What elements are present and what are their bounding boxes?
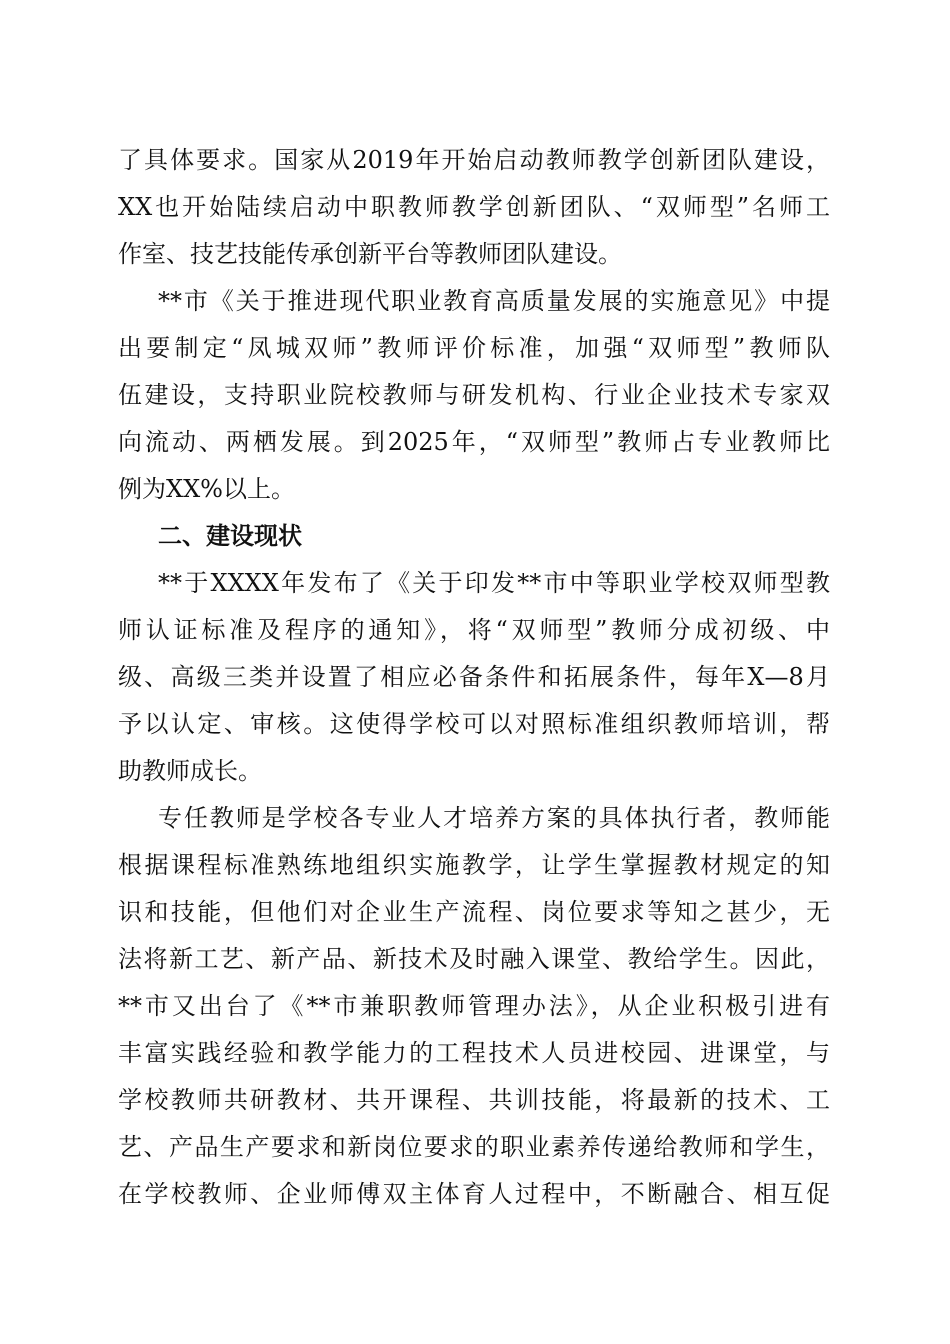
paragraph-1-line-3: 作室、技艺技能传承创新平台等教师团队建设。 [118, 240, 622, 268]
paragraph-4-line-3: 识和技能，但他们对企业生产流程、岗位要求等知之甚少，无 [118, 898, 830, 926]
paragraph-2-line-2: 出要制定“凤城双师”教师评价标准，加强“双师型”教师队 [118, 334, 830, 362]
paragraph-4-line-7: 学校教师共研教材、共开课程、共训技能，将最新的技术、工 [118, 1086, 830, 1114]
paragraph-2-line-1: **市《关于推进现代职业教育高质量发展的实施意见》中提 [158, 287, 830, 315]
paragraph-3-line-3: 级、高级三类并设置了相应必备条件和拓展条件，每年X—8月 [118, 663, 830, 691]
paragraph-4-line-2: 根据课程标准熟练地组织实施教学，让学生掌握教材规定的知 [118, 851, 830, 879]
paragraph-4-line-5: **市又出台了《**市兼职教师管理办法》，从企业积极引进有 [118, 992, 830, 1020]
paragraph-4-line-4: 法将新工艺、新产品、新技术及时融入课堂、教给学生。因此， [118, 945, 830, 973]
paragraph-4-line-1: 专任教师是学校各专业人才培养方案的具体执行者，教师能 [158, 804, 830, 832]
section-heading: 二、建设现状 [158, 522, 302, 550]
paragraph-3-line-4: 予以认定、审核。这使得学校可以对照标准组织教师培训，帮 [118, 710, 830, 738]
paragraph-3-line-2: 师认证标准及程序的通知》，将“双师型”教师分成初级、中 [118, 616, 830, 644]
paragraph-4-line-6: 丰富实践经验和教学能力的工程技术人员进校园、进课堂，与 [118, 1039, 830, 1067]
paragraph-3-line-5: 助教师成长。 [118, 757, 262, 785]
paragraph-3-line-1: **于XXXX年发布了《关于印发**市中等职业学校双师型教 [158, 569, 830, 597]
paragraph-4-line-9: 在学校教师、企业师傅双主体育人过程中，不断融合、相互促 [118, 1180, 830, 1208]
paragraph-1-line-1: 了具体要求。国家从2019年开始启动教师教学创新团队建设， [118, 146, 830, 174]
paragraph-2-line-4: 向流动、两栖发展。到2025年，“双师型”教师占专业教师比 [118, 428, 830, 456]
paragraph-2-line-5: 例为XX%以上。 [118, 475, 295, 503]
paragraph-2-line-3: 伍建设，支持职业院校教师与研发机构、行业企业技术专家双 [118, 381, 830, 409]
paragraph-4-line-8: 艺、产品生产要求和新岗位要求的职业素养传递给教师和学生， [118, 1133, 830, 1161]
paragraph-1-line-2: XX也开始陆续启动中职教师教学创新团队、“双师型”名师工 [118, 193, 830, 221]
